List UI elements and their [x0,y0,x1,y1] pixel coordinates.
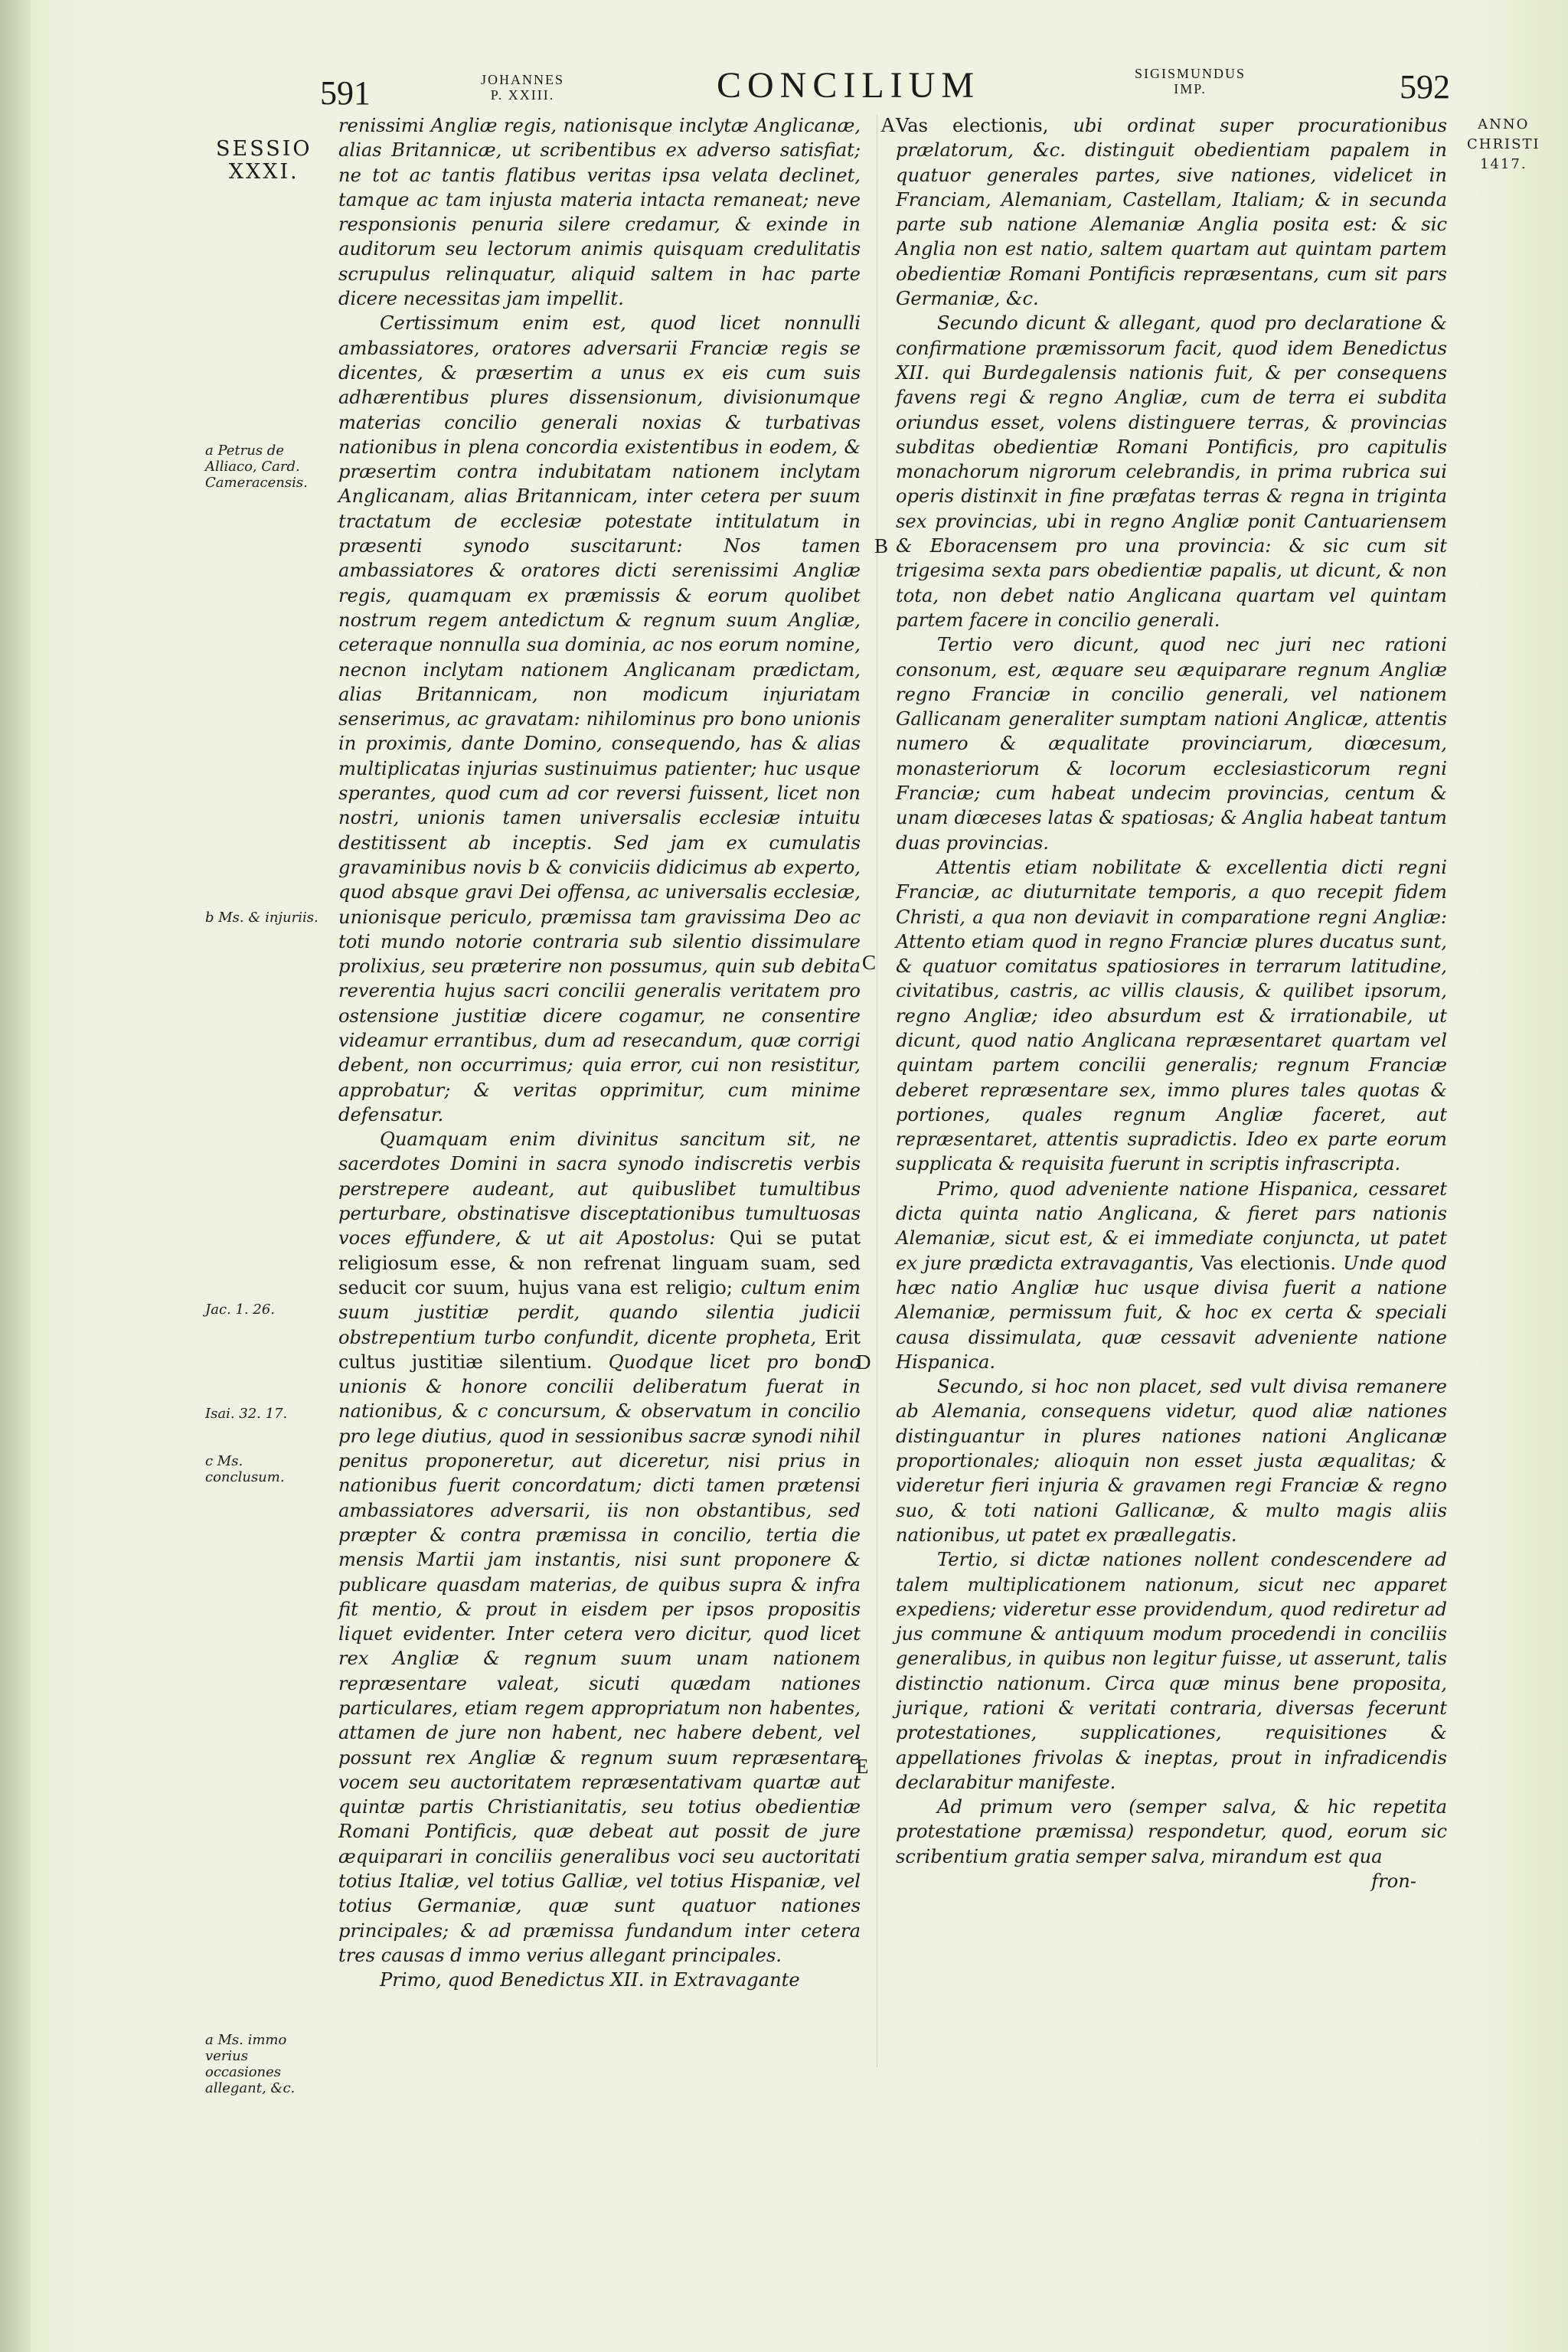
margin-note: c Ms. conclusum. [205,1453,285,1485]
scripture-quote: Qui se putat religiosum esse, & non refrenat linguam suam, sed seducit cor suum, hujus vana est religio; [338,1227,861,1298]
section-mark: D [856,1351,871,1374]
session-label-line: XXXI. [228,160,299,184]
text-column-left [338,113,861,1993]
running-head-right [1135,66,1246,96]
year-label-line: 1417. [1480,156,1527,172]
paragraph: Secundo dicunt & allegant, quod pro declaratione & confirmatione præmissorum facit, quod idem Benedictus XII. qui Burdegalensis nationis fuit, & per consequens favens regi & regno Angliæ, cum de terra ei subdita oriundus esset, volens distinguere terras, & provincias subditas obedientiæ Romani Pontificis, pro capitulis monachorum nigrorum celebrandis, in prima rubrica sui operis distinxit in fine præfatas terras & regna in triginta sex provincias, ubi in regno Angliæ ponit Cantuariensem & Eboracensem pro una provincia: & sic cum sit trigesima sexta pars obedientiæ papalis, ut dicunt, & non tota, non debet natio Anglicana quartam vel quintam partem facere in concilio generali. [896,312,1447,631]
decretal-title: Vas electionis. [1200,1252,1337,1274]
page-number-right: 592 [1400,68,1450,106]
margin-note: Jac. 1. 26. [205,1302,275,1318]
year-label-line: CHRISTI [1467,136,1540,152]
scripture-quote: Erit cultus justitiæ silentium. [338,1326,861,1373]
paragraph: Ad primum vero (semper salva, & hic repetita protestatione præmissa) respondetur, quod, eorum sic scribentium gratia semper salva, mirandum est qua [896,1796,1447,1867]
paragraph: Attentis etiam nobilitate & excellentia dicti regni Franciæ, ac diuturnitate temporis, a quo recepit fidem Christi, a qua non deviavit in comparatione regni Angliæ: Attento etiam quod in regno Franciæ plures ducatus sunt, & quatuor comitatus spatiosiores in terrarum latitudine, civitatibus, castris, ac villis clausis, & quilibet ipsorum, regno Angliæ; ideo absurdum est & irrationabile, ut dicunt, quod natio Anglicana repræsentaret quartam vel quintam partem concilii generalis; regnum Franciæ deberet repræsentare sex, immo plures tales quotas & portiones, quales regnum Angliæ faceret, aut repræsentaret, attentis supradictis. Ideo ex parte eorum supplicata & requisita fuerunt in scriptis infrascripta. [896,856,1447,1175]
section-mark: B [874,534,889,557]
paragraph [896,1177,1447,1374]
paragraph: Primo, quod Benedictus XII. in Extravagante [380,1969,800,1991]
paragraph-text: Unde quod hæc natio Angliæ huc usque divisa fuerit a natione Alemaniæ, permissum fuit, & hoc ex certa & speciali causa dissimulata, quæ cessavit adveniente natione Hispanica. [896,1252,1447,1373]
paragraph-text: ubi ordinat super procurationibus prælatorum, &c. distinguit obedientiam papalem in quatuor generales partes, sive nationes, videlicet in Franciam, Alemaniam, Castellam, Italiam; & in secunda parte sub natione Alemaniæ Anglia posita est: & sic Anglia non est natio, saltem quartam aut quintam partem obedientiæ Romani Pontificis repræsentans, cum sit pars Germaniæ, &c. [896,115,1447,310]
text-column-right [896,113,1447,1893]
running-head-left-line: P. XXIII. [490,87,555,103]
session-label [216,138,312,184]
paragraph [338,1127,861,1968]
year-label [1467,115,1540,175]
paragraph: Certissimum enim est, quod licet nonnulli ambassiatores, oratores adversarii Franciæ regis se dicentes, & præsertim a unus ex eis cum suis adhærentibus plures dissensionum, divisionumque materias concilio generali noxias & turbativas nationibus in plena concordia existentibus in eodem, & præsertim contra indubitatam nationem inclytam Anglicanam, alias Britannicam, inter cetera per suum tractatum de ecclesiæ potestate intitulatum in præsenti synodo suscitarunt: Nos tamen ambassiatores & oratores dicti serenissimi Angliæ regis, quamquam ex præmissis & eorum quolibet nostrum regem antedictum & regnum suum Angliæ, ceteraque nonnulla sua dominia, ac nos eorum nomine, necnon inclytam nationem Anglicanam prædictam, alias Britannicam, non modicum injuriatam senserimus, ac gravatam: nihilominus pro bono unionis in proximis, dante Domino, consequendo, has & alias multiplicatas injurias sustinuimus patienter; huc usque sperantes, quod cum ad cor reversi fuissent, licet non nostri, unionis tamen universalis ecclesiæ intuitu destitissent ab inceptis. Sed jam ex cumulatis gravaminibus novis b & conviciis didicimus ab experto, quod absque gravi Dei offensa, ac universalis ecclesiæ, unionisque periculo, præmissa tam gravissima Deo ac toti mundo notorie contraria sub silentio dissimulare prolixius, seu præterire non possumus, quin sub debita reverentia hujus sacri concilii generalis veritatem pro ostensione justitiæ dicere cogamur, ne consentire videamur errantibus, dum ad resecandum, quæ corrigi debent, non occurrimus; quia error, cui non resistitur, approbatur; & veritas opprimitur, cum minime defensatur. [338,312,861,1125]
session-label-line: SESSIO [216,137,312,161]
binding-shadow [0,0,31,2352]
page-title: CONCILIUM [717,65,980,106]
running-head-right-line: SIGISMUNDUS [1135,66,1246,81]
running-head-left [481,72,564,103]
paragraph-text: Primo, quod adveniente natione Hispanica, cessaret dicta quinta natio Anglicana, & fieret pars nationis Alemaniæ, sicut est, & ei immediate conjuncta, ut patet ex jure prædicta extravagantis, [896,1178,1447,1274]
paragraph-text: Quodque licet pro bono unionis & honore concilii deliberatum fuerat in nationibus, & c concursum, & observatum in concilio pro lege diutius, quod in sessionibus sacræ synodi nihil penitus proponeretur, aut diceretur, nisi prius in nationibus fuerit concordatum; dicti tamen prætensi ambassiatores adversarii, iis non obstantibus, sed præpter & contra præmissa in concilio, tertia die mensis Martii jam instantis, nisi sunt proponere & publicare quasdam materias, de quibus supra & infra fit mentio, & prout in eisdem per ipsos propositis liquet evidenter. Inter cetera vero dicitur, quod licet rex Angliæ & regnum suum unam nationem repræsentare valeat, sicuti quædam nationes particulares, etiam regem appropriatum non habentes, attamen de jure non habent, nec habere debent, vel possunt rex Angliæ & regnum suum repræsentare vocem seu auctoritatem repræsentativam quartæ aut quintæ partis Christianitatis, seu totius obedientiæ Romani Pontificis, quæ debeat aut possit de jure æquiparari in conciliis generalibus voci seu auctoritati totius Italiæ, vel totius Galliæ, vel totius Hispaniæ, vel totius Germaniæ, quæ sunt quatuor nationes principales; & ad præmissa fundandum inter cetera tres causas d immo verius allegant principales. [338,1351,861,1966]
section-mark: E [856,1755,869,1778]
margin-note: b Ms. & injuriis. [205,910,318,926]
page-number-left: 591 [320,74,371,112]
section-mark: A [880,113,896,136]
margin-note: a Ms. immo verius occasiones allegant, &c. [205,2032,296,2096]
running-head-left-line: JOHANNES [481,72,565,87]
year-label-line: ANNO [1478,116,1530,132]
paragraph: Tertio, si dictæ nationes nollent condescendere ad talem multiplicationem nationum, sicut nec apparet expediens; videretur esse providendum, quod rediretur ad jus commune & antiquum modum procedendi in conciliis generalibus, in quibus non legitur fuisse, ut asserunt, talis distinctio nationum. Circa quæ minus bene proposita, jurique, rationi & veritati contraria, diversas fecerunt protestationes, supplicationes, requisitiones & appellationes frivolas & ineptas, prout in infradicendis declarabitur manifeste. [896,1549,1447,1793]
paragraph: renissimi Angliæ regis, nationisque inclytæ Anglicanæ, alias Britannicæ, ut scribentibus ex adverso satisfiat; ne tot ac tantis flatibus veritas ipsa velata declinet, tamque ac tam injusta materia intacta remaneat; neve responsionis penuria silere credamur, & exinde in auditorum seu lectorum animis quisquam credulitatis scrupulus relinquatur, aliquid saltem in hac parte dicere necessitas jam impellit. [338,115,861,310]
paragraph: Tertio vero dicunt, quod nec juri nec rationi consonum, est, æquare seu æquiparare regnum Angliæ regno Franciæ in concilio generali, vel nationem Gallicanam generaliter sumptam nationi Anglicæ, attentis numero & æqualitate provinciarum, diœcesum, monasteriorum & locorum ecclesiasticorum regni Franciæ; cum habeat undecim provincias, centum & unam diœceses latas & spatiosas; & Anglia habeat tantum duas provincias. [896,634,1447,854]
running-head-right-line: IMP. [1174,81,1207,96]
catchword: fron- [1371,1870,1416,1893]
paragraph-text: cultum enim suum justitiæ perdit, quando silentia judicii obstrepentium turbo confundit, dicente propheta, [338,1276,861,1348]
paragraph [896,113,1447,311]
paragraph: Secundo, si hoc non placet, sed vult divisa remanere ab Alemania, consequens videtur, quod aliæ nationes distinguantur in plures nationes nationi Anglicanæ proportionales; alioquin non esset justa æqualitas; & videretur fieri injuria & gravamen regi Franciæ & regno suo, & toti nationi Gallicanæ, & multo magis aliis nationibus, ut patet ex præallegatis. [896,1376,1447,1546]
margin-note: Isai. 32. 17. [205,1406,288,1422]
section-mark: C [862,951,877,974]
margin-note: a Petrus de Alliaco, Card. Cameracensis. [205,443,308,491]
paragraph-text: Quamquam enim divinitus sancitum sit, ne sacerdotes Domini in sacra synodo indiscretis verbis perstrepere audeant, aut quibuslibet tumultibus perturbare, obstinatisve disceptationibus tumultuosas voces effundere, & ut ait Apostolus: [338,1129,861,1250]
decretal-title: Vas electionis, [896,115,1049,136]
